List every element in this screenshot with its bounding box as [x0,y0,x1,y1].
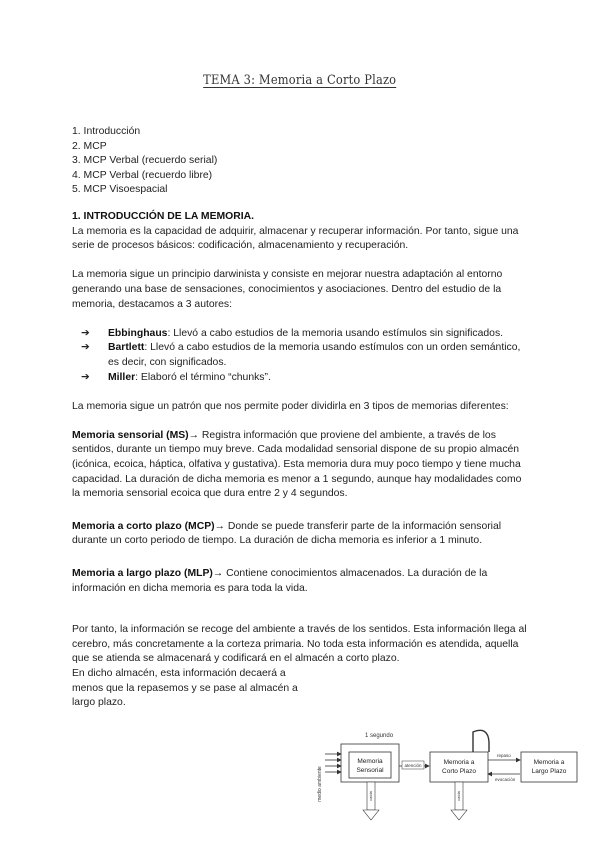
definition-sensorial [72,429,532,502]
paragraph: En dicho almacén, esta información decaerá a menos que la repasemos y se pase al almacén a largo plazo. [72,668,298,709]
document-body [72,125,532,711]
time-label: 1 segundo [365,733,394,739]
arrow-bullet-icon: ➔ [81,342,90,354]
toc-item: 4. MCP Verbal (recuerdo libre) [72,169,213,181]
definition-mcp [72,520,532,549]
toc-item: 3. MCP Verbal (recuerdo serial) [72,155,218,167]
box-label: Corto Plazo [442,768,476,775]
box-label: Largo Plazo [531,768,567,775]
memory-model-diagram [313,722,583,842]
author-name: Bartlett [108,342,145,354]
paragraph: La memoria sigue un principio darwinista y consiste en mejorar nuestra adaptación al entorno generando una base de sensaciones, conocimientos y asociaciones. Dentro del estudio de la memoria, destacamos a 3 autores: [72,269,503,310]
paragraph: Por tanto, la información se recoge del ambiente a través de los sentidos. Esta información llega al cerebro, más concretamente a la corteza primaria. No toda esta información es atendida, aquella que se atienda se almacenará y codificará en el almacén a corto plazo. [72,624,527,665]
definition-arrow: → [214,520,225,532]
decay-arrow-2 [451,782,467,820]
box-label: Memoria a [443,759,475,766]
paragraph: La memoria es la capacidad de adquirir, almacenar y recuperar información. Por tanto, sigue una serie de procesos básicos: codificación, almacenamiento y recuperación. [72,225,519,252]
arrow-bullet-icon: ➔ [81,371,90,383]
list-item [81,371,532,386]
paragraph: La memoria sigue un patrón que nos permite poder dividirla en 3 tipos de memorias diferentes: [72,400,509,412]
authors-list [72,327,532,385]
page-title: TEMA 3: Memoria a Corto Plazo [203,73,397,88]
definition-mlp [72,567,532,596]
rehearsal-loop [473,730,489,752]
toc-item: 5. MCP Visoespacial [72,184,168,196]
arrow-bullet-icon: ➔ [81,327,90,339]
definition-arrow: → [188,429,200,441]
author-name: Ebbinghaus [108,327,168,339]
toc-item: 1. Introducción [72,126,141,137]
definition-text: Contiene conocimientos almacenados. La duración de la información en dicha memoria es para toda la vida. [72,568,488,594]
input-arrows [325,754,341,772]
sensory-memory-box [349,752,391,778]
table-of-contents [72,125,532,198]
decay-arrow-1 [363,782,379,820]
author-name: Miller [108,371,136,383]
long-term-memory-box [521,752,577,782]
box-label: Memoria a [533,759,565,766]
attention-label: atención [404,763,422,768]
toc-item: 2. MCP [72,140,107,152]
box-label: Memoria [357,758,383,765]
definition-term: Memoria sensorial (MS) [72,429,189,441]
author-desc: : Elaboró el término “chunks”. [135,371,271,383]
box-label: Sensorial [356,767,384,774]
decay-label: caída [368,791,373,801]
repeat-label: repaso [497,753,511,758]
definition-term: Memoria a largo plazo (MLP) [72,568,213,580]
list-item [81,327,532,342]
author-desc: : Llevó a cabo estudios de la memoria usando estímulos sin significados. [167,327,504,339]
author-desc: : Llevó a cabo estudios de la memoria usando estímulos con un orden semántico, es decir, con significados. [108,342,521,368]
list-item [81,341,532,370]
decay-label: caída [456,791,461,801]
definition-term: Memoria a corto plazo (MCP) [72,520,215,532]
short-term-memory-box [430,752,488,782]
definition-text: Registra información que proviene del ambiente, a través de los sentidos, durante un tiempo muy breve. Cada modalidad sensorial dispone de su propio almacén (icónica, ecoica, háptica, olfativa y gustativa). Esta memoria dura muy poco tiempo y tiene mucha capacidad. La duración de dicha memoria es menor a 1 segundo, aunque hay modalidades como la memoria sensorial ecoica que dura entre 2 y 4 segundos. [72,429,522,500]
definition-text: Donde se puede transferir parte de la información sensorial durante un corto periodo de tiempo. La duración de dicha memoria es inferior a 1 minuto. [72,520,502,547]
section-heading: 1. INTRODUCCIÓN DE LA MEMORIA. [72,210,255,222]
definition-arrow: → [212,568,224,580]
title-wrap [0,74,600,90]
recall-label: evocación [495,777,516,782]
input-label: medio ambiente [317,766,323,802]
